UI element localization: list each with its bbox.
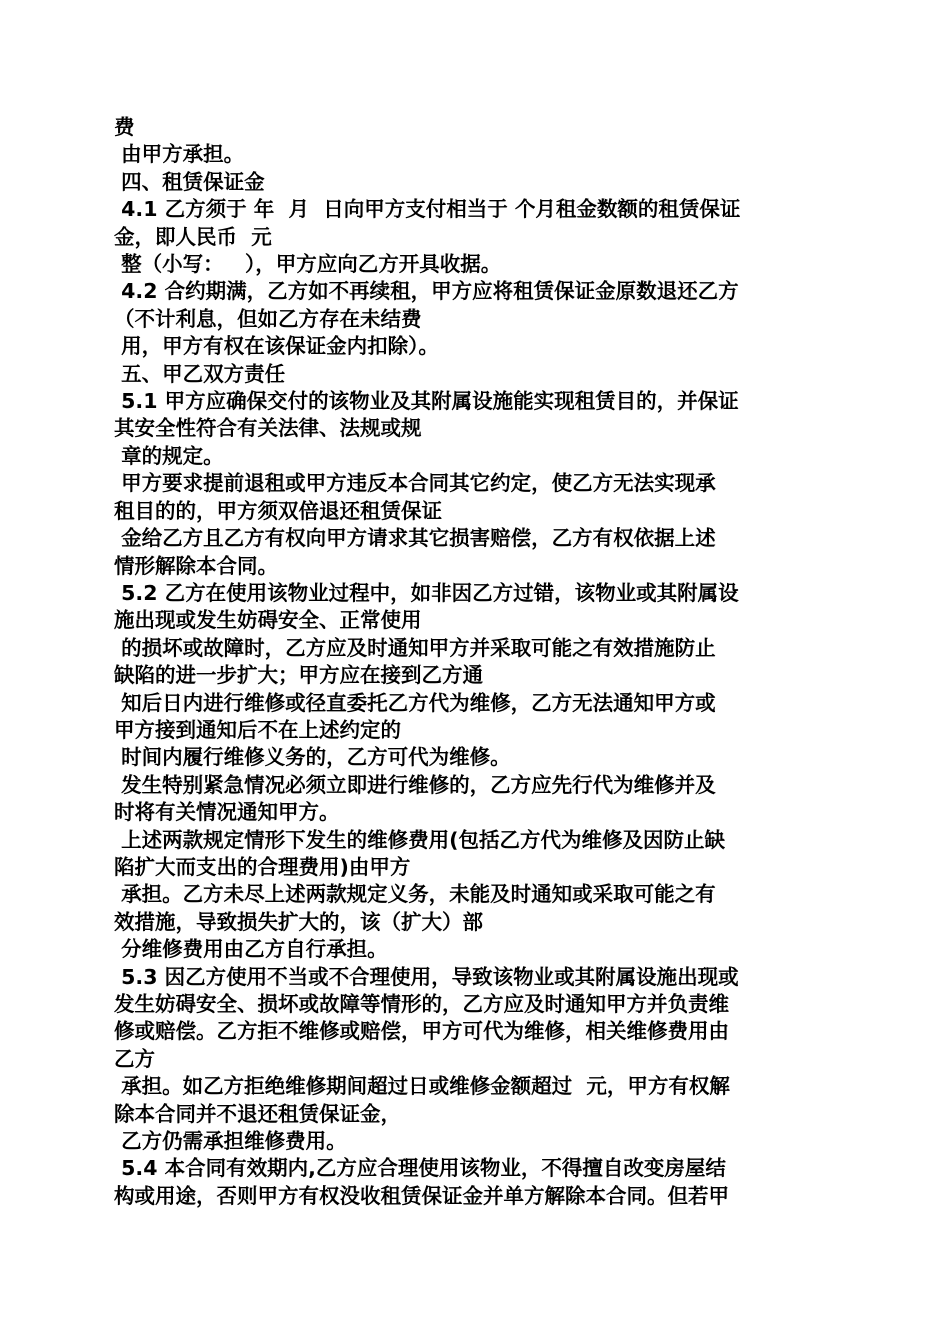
text-line: 甲方要求提前退租或甲方违反本合同其它约定，使乙方无法实现承 <box>114 471 716 496</box>
text-line: 上述两款规定情形下发生的维修费用(包括乙方代为维修及因防止缺 <box>114 827 726 852</box>
text-line: 陷扩大而支出的合理费用)由甲方 <box>114 854 411 879</box>
text-line: 由甲方承担。 <box>114 142 245 167</box>
text-line: 除本合同并不退还租赁保证金， <box>114 1101 401 1126</box>
section-heading: 四、租赁保证金 <box>114 169 265 194</box>
text-line: 5.3 因乙方使用不当或不合理使用，导致该物业或其附属设施出现或 <box>114 964 739 989</box>
text-line: 乙方 <box>114 1046 155 1071</box>
text-line: 金，即人民币 元 <box>114 224 272 249</box>
text-line: 发生妨碍安全、损坏或故障等情形的，乙方应及时通知甲方并负责维 <box>114 992 729 1016</box>
text-line: 发生特别紧急情况必须立即进行维修的，乙方应先行代为维修并及 <box>114 772 716 797</box>
text-line: 分维修费用由乙方自行承担。 <box>114 937 388 962</box>
text-line: 修或赔偿。乙方拒不维修或赔偿，甲方可代为维修，相关维修费用由 <box>114 1019 729 1044</box>
section-heading: 五、甲乙双方责任 <box>114 361 286 386</box>
text-line: 甲方接到通知后不在上述约定的 <box>114 717 401 742</box>
text-line: （不计利息，但如乙方存在未结费 <box>114 306 422 331</box>
text-line: 承担。乙方未尽上述两款规定义务，未能及时通知或采取可能之有 <box>114 882 716 907</box>
text-line: 4.1 乙方须于 年 月 日向甲方支付相当于 个月租金数额的租赁保证 <box>114 197 741 222</box>
text-line: 租目的的，甲方须双倍退还租赁保证 <box>114 498 442 523</box>
text-line: 乙方仍需承担维修费用。 <box>114 1129 347 1154</box>
text-line: 费 <box>114 115 135 139</box>
text-line: 时间内履行维修义务的，乙方可代为维修。 <box>114 745 511 770</box>
text-line: 承担。如乙方拒绝维修期间超过日或维修金额超过 元，甲方有权解 <box>114 1074 730 1099</box>
text-line: 金给乙方且乙方有权向甲方请求其它损害赔偿，乙方有权依据上述 <box>114 526 716 551</box>
text-line: 章的规定。 <box>114 443 224 468</box>
text-line: 其安全性符合有关法律、法规或规 <box>114 416 422 441</box>
text-line: 的损坏或故障时，乙方应及时通知甲方并采取可能之有效措施防止 <box>114 635 716 660</box>
text-line: 构或用途，否则甲方有权没收租赁保证金并单方解除本合同。但若甲 <box>114 1183 729 1208</box>
text-line: 知后日内进行维修或径直委托乙方代为维修，乙方无法通知甲方或 <box>114 690 716 715</box>
text-line: 整（小写： ），甲方应向乙方开具收据。 <box>114 252 502 277</box>
text-line: 5.4 本合同有效期内,乙方应合理使用该物业，不得擅自改变房屋结 <box>114 1156 726 1181</box>
text-line: 情形解除本合同。 <box>114 553 278 578</box>
text-line: 4.2 合约期满，乙方如不再续租，甲方应将租赁保证金原数退还乙方 <box>114 279 739 304</box>
text-line: 用，甲方有权在该保证金内扣除）。 <box>114 334 439 359</box>
text-line: 缺陷的进一步扩大；甲方应在接到乙方通 <box>114 663 483 688</box>
text-line: 时将有关情况通知甲方。 <box>114 800 340 825</box>
text-line: 5.2 乙方在使用该物业过程中，如非因乙方过错，该物业或其附属设 <box>114 580 739 605</box>
text-line: 施出现或发生妨碍安全、正常使用 <box>114 608 422 633</box>
document-page <box>114 114 844 1210</box>
text-line: 5.1 甲方应确保交付的该物业及其附属设施能实现租赁目的，并保证 <box>114 389 739 414</box>
text-line: 效措施，导致损失扩大的，该（扩大）部 <box>114 909 483 934</box>
